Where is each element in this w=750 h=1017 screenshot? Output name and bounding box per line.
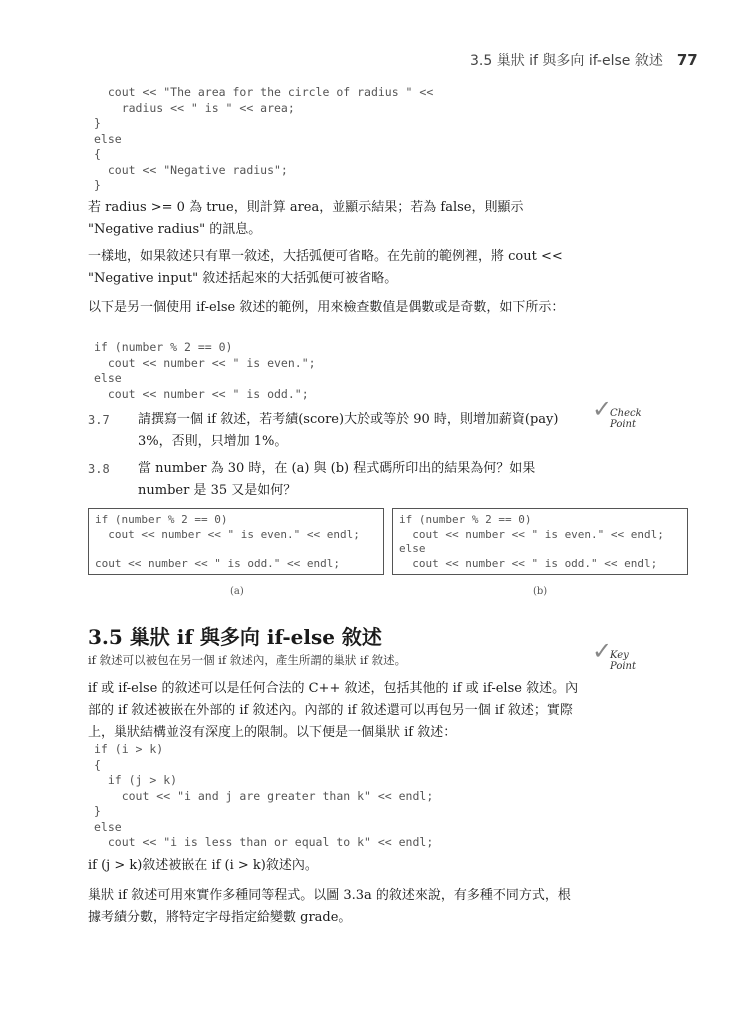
page-number: 77 [676, 51, 698, 69]
key-point-icon: ✓ [592, 637, 613, 665]
check-point-badge: ✓ Check Point [592, 395, 642, 430]
section-heading: 3.5 巢狀 if 與多向 if-else 敘述 [88, 625, 382, 649]
code-box-b-content: if (number % 2 == 0) cout << number << " is even." << endl; else cout << number << " is odd." << endl; [399, 513, 664, 570]
code-block-nested-if: if (i > k) { if (j > k) cout << "i and j are greater than k" << endl; } else cout << "i is less than or equal to k" << endl; [94, 742, 434, 849]
running-header [470, 50, 698, 70]
code-box-b [392, 508, 688, 575]
paragraph-braces-omitted: 一樣地，如果敘述只有單一敘述，大括弧便可省略。在先前的範例裡，將 cout << "Negative input" 敘述括起來的大括弧便可被省略。 [88, 249, 563, 286]
caption-a: (a) [230, 586, 244, 597]
header-section-title: 3.5 巢狀 if 與多向 if-else 敘述 [470, 53, 663, 69]
check-point-icon: ✓ [592, 395, 613, 423]
section-intro: if 敘述可以被包在另一個 if 敘述內，產生所謂的巢狀 if 敘述。 [88, 653, 407, 667]
paragraph-nested-if: if 或 if-else 的敘述可以是任何合法的 C++ 敘述，包括其他的 if 或 if-else 敘述。內部的 if 敘述被嵌在外部的 if 敘述內。內部的 if 敘述還可以再包另一個 if 敘述；實際上，巢狀結構並沒有深度上的限制。以下便是一個巢狀 if 敘述： [88, 681, 579, 740]
code-box-a-content: if (number % 2 == 0) cout << number << " is even." << endl; cout << number << " is odd." << endl; [95, 513, 360, 570]
question-3-8-number: 3.8 [88, 462, 110, 476]
paragraph-grade-intro: 巢狀 if 敘述可用來實作多種同等程式。以圖 3.3a 的敘述來說，有多種不同方式，根據考績分數，將特定字母指定給變數 grade。 [88, 888, 571, 925]
paragraph-radius-explanation: 若 radius >= 0 為 true，則計算 area，並顯示結果；若為 false，則顯示 "Negative radius" 的訊息。 [88, 200, 524, 237]
code-block-radius: cout << "The area for the circle of radius " << radius << " is " << area; } else { cout << "Negative radius"; } [94, 85, 434, 192]
question-3-7-number: 3.7 [88, 413, 110, 427]
code-box-a [88, 508, 384, 575]
paragraph-even-odd-intro: 以下是另一個使用 if-else 敘述的範例，用來檢查數值是偶數或是奇數，如下所示： [88, 300, 565, 315]
paragraph-nested-explanation: if (j > k)敘述被嵌在 if (i > k)敘述內。 [88, 858, 318, 873]
key-point-badge: ✓ Key Point [592, 637, 637, 672]
question-3-7-text: 請撰寫一個 if 敘述，若考績(score)大於或等於 90 時，則增加薪資(pay) 3%，否則，只增加 1%。 [138, 412, 559, 449]
caption-b: (b) [533, 586, 548, 597]
question-3-8-text: 當 number 為 30 時，在 (a) 與 (b) 程式碼所印出的結果為何？如果 number 是 35 又是如何？ [138, 461, 536, 498]
code-block-even-odd: if (number % 2 == 0) cout << number << " is even."; else cout << number << " is odd."; [94, 340, 316, 401]
